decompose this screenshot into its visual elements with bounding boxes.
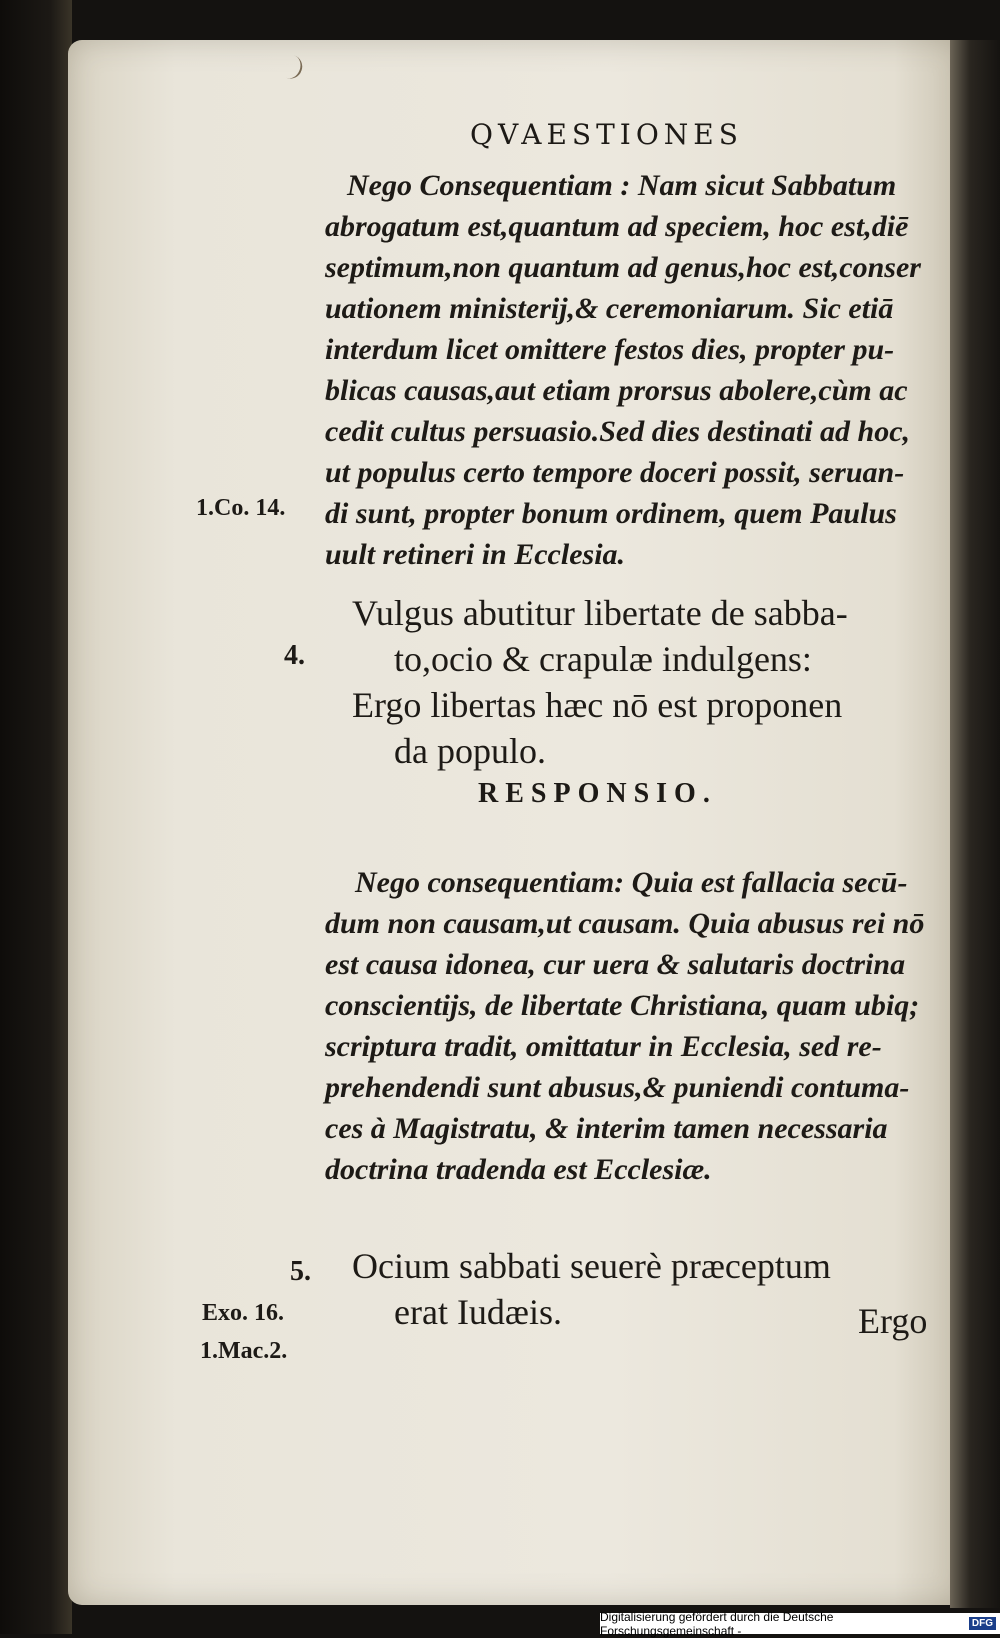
text-line: prehendendi sunt abusus,& puniendi contuma-	[325, 1071, 910, 1104]
text-line: dum non causam,ut causam. Quia abusus rei nō	[325, 907, 925, 940]
text-line: to,ocio & crapulæ indulgens:	[394, 639, 812, 679]
text-line: uationem ministerij,& ceremoniarum. Sic etiā	[325, 292, 894, 325]
text-line: Nego Consequentiam : Nam sicut Sabbatum	[347, 169, 897, 202]
book-edge-right	[950, 40, 1000, 1608]
margin-reference: Exo. 16.	[202, 1300, 285, 1326]
text-line: interdum licet omittere festos dies, propter pu-	[325, 333, 895, 366]
text-line: Nego consequentiam: Quia est fallacia secū-	[355, 866, 908, 899]
answer-block-2	[325, 862, 945, 1190]
question-5	[352, 1243, 942, 1335]
text-line: doctrina tradenda est Ecclesiæ.	[325, 1153, 712, 1186]
text-line: ces à Magistratu, & interim tamen necessaria	[325, 1112, 888, 1145]
section-heading: RESPONSIO.	[478, 778, 717, 809]
text-line: Ocium sabbati seuerè præceptum	[352, 1246, 831, 1286]
text-line: scriptura tradit, omittatur in Ecclesia, sed re-	[325, 1030, 882, 1063]
running-header: QVAESTIONES	[470, 118, 743, 151]
text-line: di sunt, propter bonum ordinem, quem Paulus	[325, 497, 897, 530]
text-line: ut populus certo tempore doceri possit, seruan-	[325, 456, 905, 489]
answer-block-1	[325, 165, 945, 575]
book-spine-left	[0, 0, 72, 1634]
digitization-credit	[600, 1609, 1000, 1638]
text-line: uult retineri in Ecclesia.	[325, 538, 626, 571]
text-line: septimum,non quantum ad genus,hoc est,conser	[325, 251, 921, 284]
question-number: 5.	[290, 1256, 311, 1287]
text-line: Ergo libertas hæc nō est proponen	[352, 685, 843, 725]
dfg-logo: DFG	[969, 1617, 996, 1630]
question-number: 4.	[284, 640, 305, 671]
credit-text: Digitalisierung gefördert durch die Deutsche Forschungsgemeinschaft -	[600, 1609, 834, 1638]
text-line: est causa idonea, cur uera & salutaris doctrina	[325, 948, 906, 981]
text-line: erat Iudæis.	[394, 1292, 562, 1332]
text-line: da populo.	[394, 731, 546, 771]
text-line: abrogatum est,quantum ad speciem, hoc est,diē	[325, 210, 909, 243]
margin-reference: 1.Co. 14.	[196, 495, 286, 521]
text-line: cedit cultus persuasio.Sed dies destinati ad hoc,	[325, 415, 911, 448]
text-line: Vulgus abutitur libertate de sabba-	[352, 593, 848, 633]
text-line: conscientijs, de libertate Christiana, quam ubiq;	[325, 989, 920, 1022]
catchword: Ergo	[858, 1301, 928, 1341]
margin-reference: 1.Mac.2.	[200, 1338, 288, 1364]
text-line: blicas causas,aut etiam prorsus abolere,cùm ac	[325, 374, 908, 407]
question-4	[352, 590, 942, 774]
